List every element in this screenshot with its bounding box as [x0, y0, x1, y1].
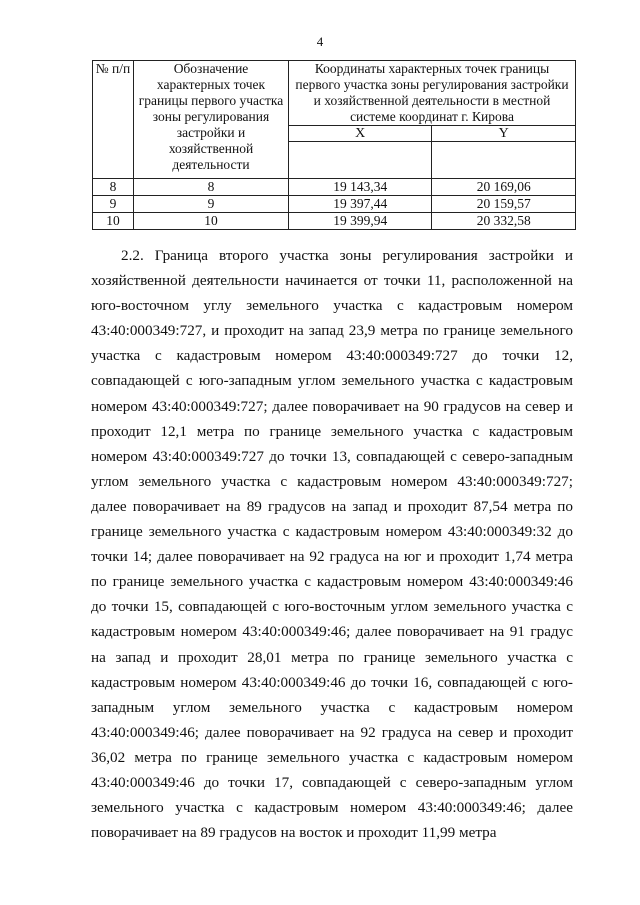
row-y: 20 169,06 — [432, 179, 576, 196]
row-num: 10 — [93, 213, 134, 230]
header-coordinates: Координаты характерных точек границы первого участка зоны регулирования застройки и хозяйственной деятельности в местной системе координат г. Кирова — [289, 61, 576, 126]
header-designation: Обозначение характерных точек границы первого участка зоны регулирования застройки и хозяйственной деятельности — [134, 61, 289, 179]
row-x: 19 143,34 — [289, 179, 432, 196]
table-row — [93, 179, 576, 196]
row-y: 20 332,58 — [432, 213, 576, 230]
row-y: 20 159,57 — [432, 196, 576, 213]
header-y: Y — [432, 126, 576, 142]
page-number: 4 — [316, 34, 324, 49]
row-num: 8 — [93, 179, 134, 196]
row-x: 19 399,94 — [289, 213, 432, 230]
table-row — [93, 213, 576, 230]
spacer-cell-x — [289, 142, 432, 179]
table-header-row — [93, 61, 576, 126]
row-point: 8 — [134, 179, 289, 196]
row-point: 10 — [134, 213, 289, 230]
row-num: 9 — [93, 196, 134, 213]
table-row — [93, 196, 576, 213]
coordinates-table — [92, 60, 576, 230]
row-point: 9 — [134, 196, 289, 213]
header-num: № п/п — [93, 61, 134, 179]
header-x: X — [289, 126, 432, 142]
spacer-cell-y — [432, 142, 576, 179]
row-x: 19 397,44 — [289, 196, 432, 213]
section-2-2-paragraph: 2.2. Граница второго участка зоны регулирования застройки и хозяйственной деятельности начинается от точки 11, расположенной на юго-восточном углу земельного участка с кадастровым номером 43:40:000349:727, и проходит на запад 23,9 метра по границе земельного участка с кадастровым номером 43:40:000349:727 до точки 12, совпадающей с юго-западным углом земельного участка с кадастровым номером 43:40:000349:727; далее поворачивает на 90 градусов на север и проходит 12,1 метра по границе земельного участка с кадастровым номером 43:40:000349:727 до точки 13, совпадающей с северо-западным углом земельного участка с кадастровым номером 43:40:000349:727; далее поворачивает на 89 градусов на запад и проходит 87,54 метра по границе земельного участка с кадастровым номером 43:40:000349:32 до точки 14; далее поворачивает на 92 градуса на юг и проходит 1,74 метра по границе земельного участка с кадастровым номером 43:40:000349:46 до точки 15, совпадающей с юго-восточным углом земельного участка с кадастровым номером 43:40:000349:46; далее поворачивает на 91 градус на запад и проходит 28,01 метра по границе земельного участка с кадастровым номером 43:40:000349:46 до точки 16, совпадающей с юго-западным углом земельного участка с кадастровым номером 43:40:000349:46; далее поворачивает на 92 градуса на север и проходит 36,02 метра по границе земельного участка с кадастровым номером 43:40:000349:46 до точки 17, совпадающей с северо-западным углом земельного участка с кадастровым номером 43:40:000349:46; далее поворачивает на 89 градусов на восток и проходит 11,99 метра — [91, 247, 573, 842]
